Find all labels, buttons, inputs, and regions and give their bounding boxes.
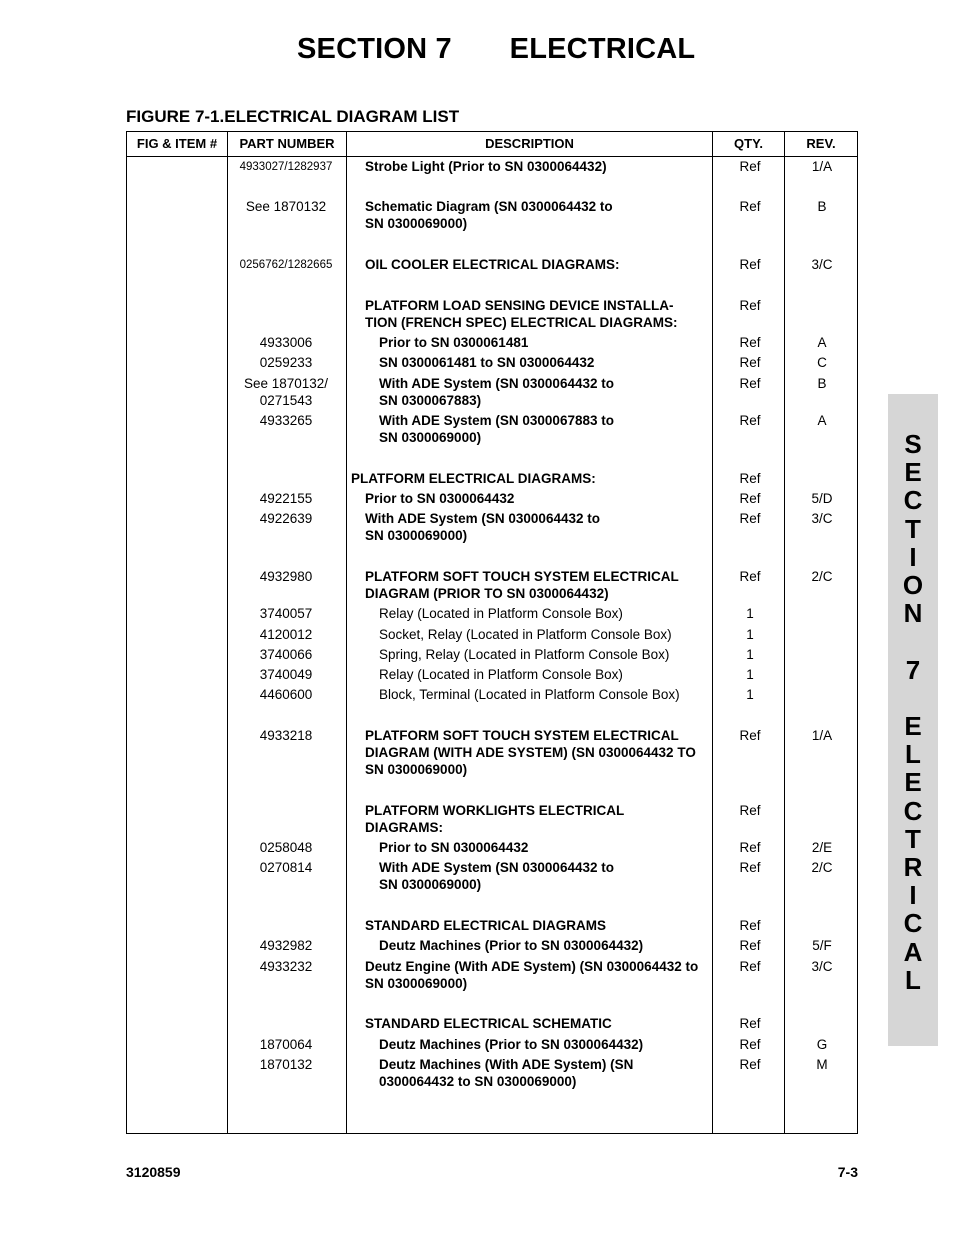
part-number: 3740066 [259, 647, 313, 662]
quantity: Ref [739, 355, 761, 370]
page-number: 7-3 [837, 1164, 858, 1180]
quantity: Ref [739, 938, 761, 953]
revision: B [817, 199, 827, 214]
part-number: See 1870132/ 0271543 [243, 376, 329, 408]
quantity: 1 [746, 667, 754, 682]
column-divider [227, 132, 228, 1133]
quantity: 1 [746, 687, 754, 702]
description: With ADE System (SN 0300064432 to SN 0300067883) [379, 376, 614, 408]
part-number: 3740057 [259, 606, 313, 621]
side-tab-letter: O [902, 570, 924, 601]
part-number: 0259233 [259, 355, 313, 370]
part-number: 1870132 [259, 1057, 313, 1072]
revision: 2/E [811, 840, 833, 855]
part-number: 4932980 [259, 569, 313, 584]
side-tab-letter: E [904, 767, 922, 798]
figure-title: FIGURE 7-1.ELECTRICAL DIAGRAM LIST [126, 107, 460, 126]
part-number: 4933218 [259, 728, 313, 743]
description: Deutz Machines (With ADE System) (SN 0300064432 to SN 0300069000) [379, 1057, 634, 1089]
quantity: Ref [739, 803, 761, 818]
description: PLATFORM SOFT TOUCH SYSTEM ELECTRICAL DIAGRAM (PRIOR TO SN 0300064432) [365, 569, 679, 601]
side-tab-letter: C [903, 795, 923, 826]
quantity: Ref [739, 959, 761, 974]
quantity: Ref [739, 728, 761, 743]
description: PLATFORM SOFT TOUCH SYSTEM ELECTRICAL DIAGRAM (WITH ADE SYSTEM) (SN 0300064432 TO SN 0300069000) [365, 728, 696, 777]
description: Socket, Relay (Located in Platform Console Box) [379, 627, 672, 642]
revision: A [817, 335, 827, 350]
part-number: 4933265 [259, 413, 313, 428]
quantity: Ref [739, 1037, 761, 1052]
part-number: 0258048 [259, 840, 313, 855]
side-tab-letter: N [903, 598, 923, 629]
quantity: Ref [739, 569, 761, 584]
description: Relay (Located in Platform Console Box) [379, 606, 623, 621]
side-tab-letter: C [903, 485, 923, 516]
side-tab-letter: R [903, 852, 923, 883]
description: Prior to SN 0300064432 [365, 491, 515, 506]
revision: 2/C [811, 860, 833, 875]
description: Deutz Engine (With ADE System) (SN 0300064432 to SN 0300069000) [365, 959, 699, 991]
revision: B [817, 376, 827, 391]
revision: A [817, 413, 827, 428]
description: PLATFORM LOAD SENSING DEVICE INSTALLA-TION (FRENCH SPEC) ELECTRICAL DIAGRAMS: [365, 298, 678, 330]
revision: 1/A [811, 728, 833, 743]
description: Prior to SN 0300064432 [379, 840, 529, 855]
parts-table [126, 131, 858, 1134]
part-number: See 1870132 [245, 199, 327, 214]
description: PLATFORM ELECTRICAL DIAGRAMS: [351, 471, 596, 486]
side-tab-letter: I [909, 880, 917, 911]
side-tab-letter: I [909, 541, 917, 572]
side-tab-letter: T [905, 823, 921, 854]
revision: 3/C [811, 257, 833, 272]
part-number: 4922155 [259, 491, 313, 506]
header-qty: QTY. [734, 136, 763, 151]
part-number: 1870064 [259, 1037, 313, 1052]
revision: 3/C [811, 959, 833, 974]
side-tab-letter: 7 [905, 654, 921, 685]
side-tab-letter: T [905, 513, 921, 544]
part-number: 0270814 [259, 860, 313, 875]
quantity: Ref [739, 159, 761, 174]
revision: C [817, 355, 827, 370]
revision: 2/C [811, 569, 833, 584]
side-tab-letter: L [905, 964, 921, 995]
quantity: Ref [739, 471, 761, 486]
quantity: 1 [746, 627, 754, 642]
description: STANDARD ELECTRICAL DIAGRAMS [365, 918, 606, 933]
part-number: 3740049 [259, 667, 313, 682]
revision: 5/D [811, 491, 833, 506]
side-tab-letter: A [903, 936, 923, 967]
side-tab-letter [888, 684, 938, 712]
side-tab-letter: E [904, 457, 922, 488]
description: Deutz Machines (Prior to SN 0300064432) [379, 1037, 644, 1052]
quantity: Ref [739, 376, 761, 391]
revision: 1/A [811, 159, 833, 174]
header-rev: REV. [806, 136, 836, 151]
section-side-tab [888, 394, 938, 1046]
description: With ADE System (SN 0300064432 to SN 0300069000) [365, 511, 600, 543]
quantity: Ref [739, 298, 761, 313]
description: Strobe Light (Prior to SN 0300064432) [365, 159, 607, 174]
quantity: Ref [739, 491, 761, 506]
part-number: 4932982 [259, 938, 313, 953]
description: Deutz Machines (Prior to SN 0300064432) [379, 938, 644, 953]
quantity: Ref [739, 199, 761, 214]
quantity: Ref [739, 918, 761, 933]
section-title: SECTION 7 ELECTRICAL [297, 33, 696, 65]
quantity: Ref [739, 335, 761, 350]
revision: 3/C [811, 511, 833, 526]
quantity: Ref [739, 840, 761, 855]
quantity: Ref [739, 1016, 761, 1031]
description: Relay (Located in Platform Console Box) [379, 667, 623, 682]
description: PLATFORM WORKLIGHTS ELECTRICAL DIAGRAMS: [365, 803, 624, 835]
header-description: DESCRIPTION [485, 136, 574, 151]
description: Schematic Diagram (SN 0300064432 to SN 0300069000) [365, 199, 613, 231]
revision: G [816, 1037, 828, 1052]
header-fig-item: FIG & ITEM # [136, 136, 218, 151]
description: SN 0300061481 to SN 0300064432 [379, 355, 595, 370]
description: With ADE System (SN 0300064432 to SN 0300069000) [379, 860, 614, 892]
side-tab-letter: S [904, 429, 922, 459]
revision: M [816, 1057, 828, 1072]
description: OIL COOLER ELECTRICAL DIAGRAMS: [365, 257, 620, 272]
description: Block, Terminal (Located in Platform Console Box) [379, 687, 680, 702]
header-part-number: PART NUMBER [239, 136, 335, 151]
description: Prior to SN 0300061481 [379, 335, 529, 350]
side-tab-letter [888, 627, 938, 655]
document-number: 3120859 [126, 1164, 181, 1180]
quantity: Ref [739, 257, 761, 272]
side-tab-letter: E [904, 711, 922, 742]
side-tab-letter: L [905, 739, 921, 770]
part-number: 4120012 [259, 627, 313, 642]
revision: 5/F [812, 938, 832, 953]
description: STANDARD ELECTRICAL SCHEMATIC [365, 1016, 612, 1031]
quantity: 1 [746, 647, 754, 662]
column-divider [346, 132, 347, 1133]
quantity: 1 [746, 606, 754, 621]
quantity: Ref [739, 860, 761, 875]
part-number: 4922639 [259, 511, 313, 526]
part-number: 4933006 [259, 335, 313, 350]
part-number: 4933232 [259, 959, 313, 974]
side-tab-letter: C [903, 908, 923, 939]
part-number: 0256762/1282665 [239, 259, 333, 271]
quantity: Ref [739, 1057, 761, 1072]
quantity: Ref [739, 413, 761, 428]
quantity: Ref [739, 511, 761, 526]
description: With ADE System (SN 0300067883 to SN 0300069000) [379, 413, 614, 445]
side-tab-letters [888, 430, 938, 994]
part-number: 4460600 [259, 687, 313, 702]
description: Spring, Relay (Located in Platform Console Box) [379, 647, 670, 662]
part-number: 4933027/1282937 [239, 161, 333, 173]
